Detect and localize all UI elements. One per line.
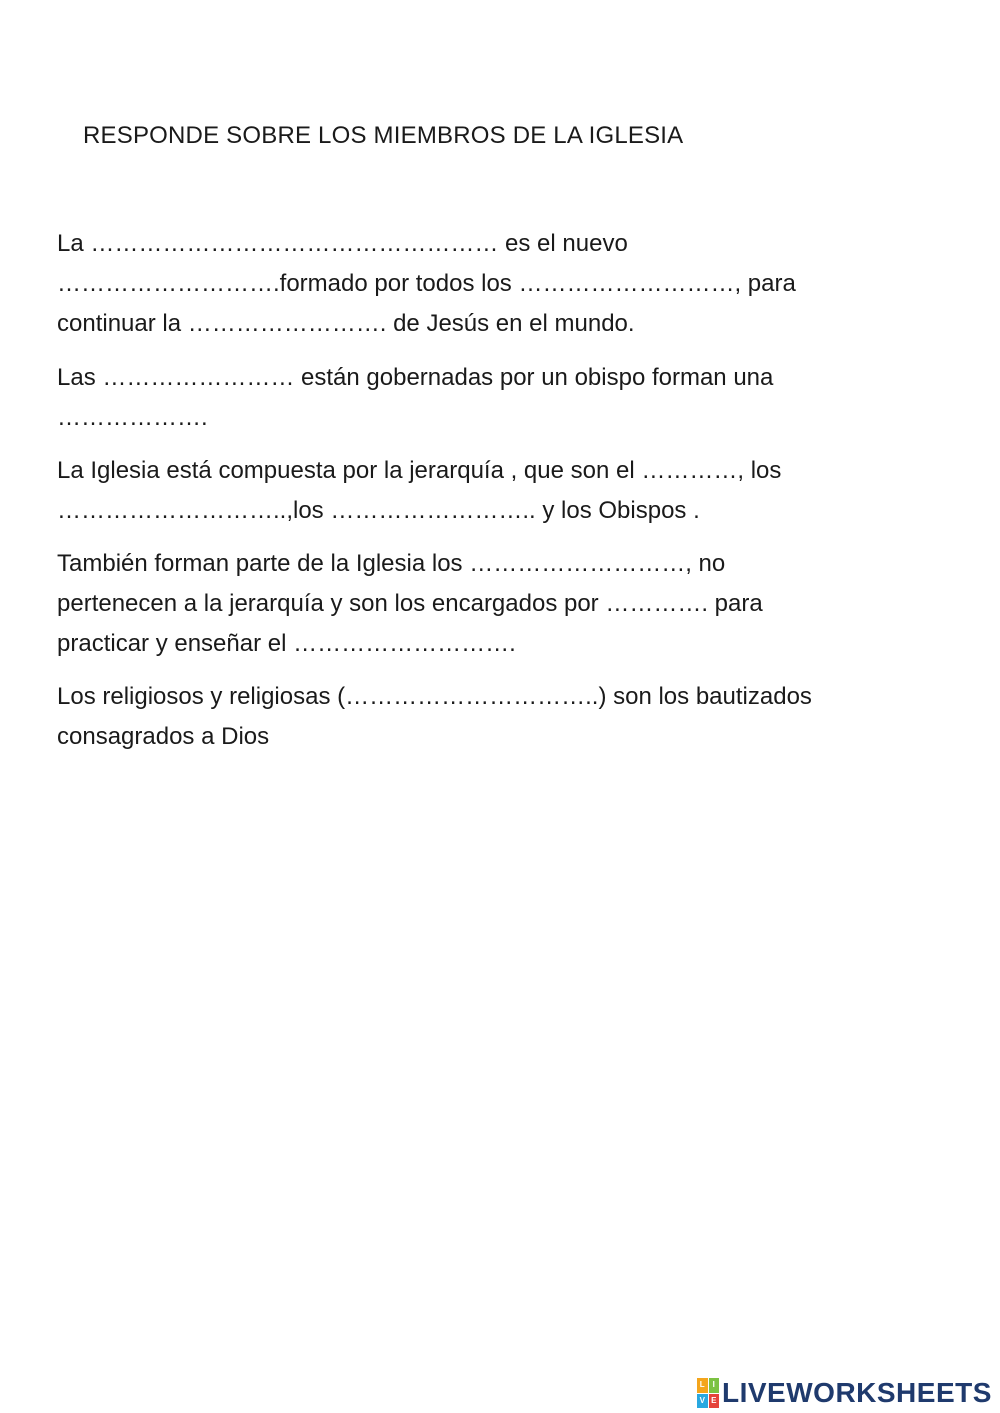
text-line: practicar y enseñar el ……………………….	[57, 630, 516, 657]
text-line: consagrados a Dios	[57, 723, 270, 750]
paragraph-diocese	[57, 358, 957, 438]
text-line: ………………………..,los …………………….. y los Obispos .	[57, 497, 700, 524]
text-line: Las …………………… están gobernadas por un obispo forman una	[57, 364, 774, 391]
text-line: También forman parte de la Iglesia los ………………………, no	[57, 550, 726, 577]
text-line: pertenecen a la jerarquía y son los encargados por …………. para	[57, 590, 763, 617]
text-line: ……………….	[57, 404, 208, 431]
logo-tile: E	[709, 1394, 720, 1409]
paragraph-church-definition	[57, 224, 957, 344]
logo-tile: I	[709, 1378, 720, 1393]
liveworksheets-logo	[697, 1376, 992, 1410]
paragraph-religious	[57, 677, 957, 757]
text-line: Los religiosos y religiosas (…………………………..) son los bautizados	[57, 683, 812, 710]
worksheet-title: RESPONDE SOBRE LOS MIEMBROS DE LA IGLESIA	[83, 122, 684, 149]
logo-text: LIVEWORKSHEETS	[722, 1377, 992, 1408]
logo-tile: L	[697, 1378, 708, 1393]
text-line: continuar la ……………………. de Jesús en el mundo.	[57, 310, 635, 337]
logo-tile: V	[697, 1394, 708, 1409]
logo-mark-icon	[697, 1378, 719, 1408]
paragraph-laity	[57, 544, 957, 664]
paragraph-hierarchy	[57, 451, 957, 531]
text-line: La Iglesia está compuesta por la jerarquía , que son el …………, los	[57, 457, 782, 484]
text-line: La …………………………………………… es el nuevo	[57, 230, 628, 257]
text-line: ……………………….formado por todos los ………………………, para	[57, 270, 796, 297]
